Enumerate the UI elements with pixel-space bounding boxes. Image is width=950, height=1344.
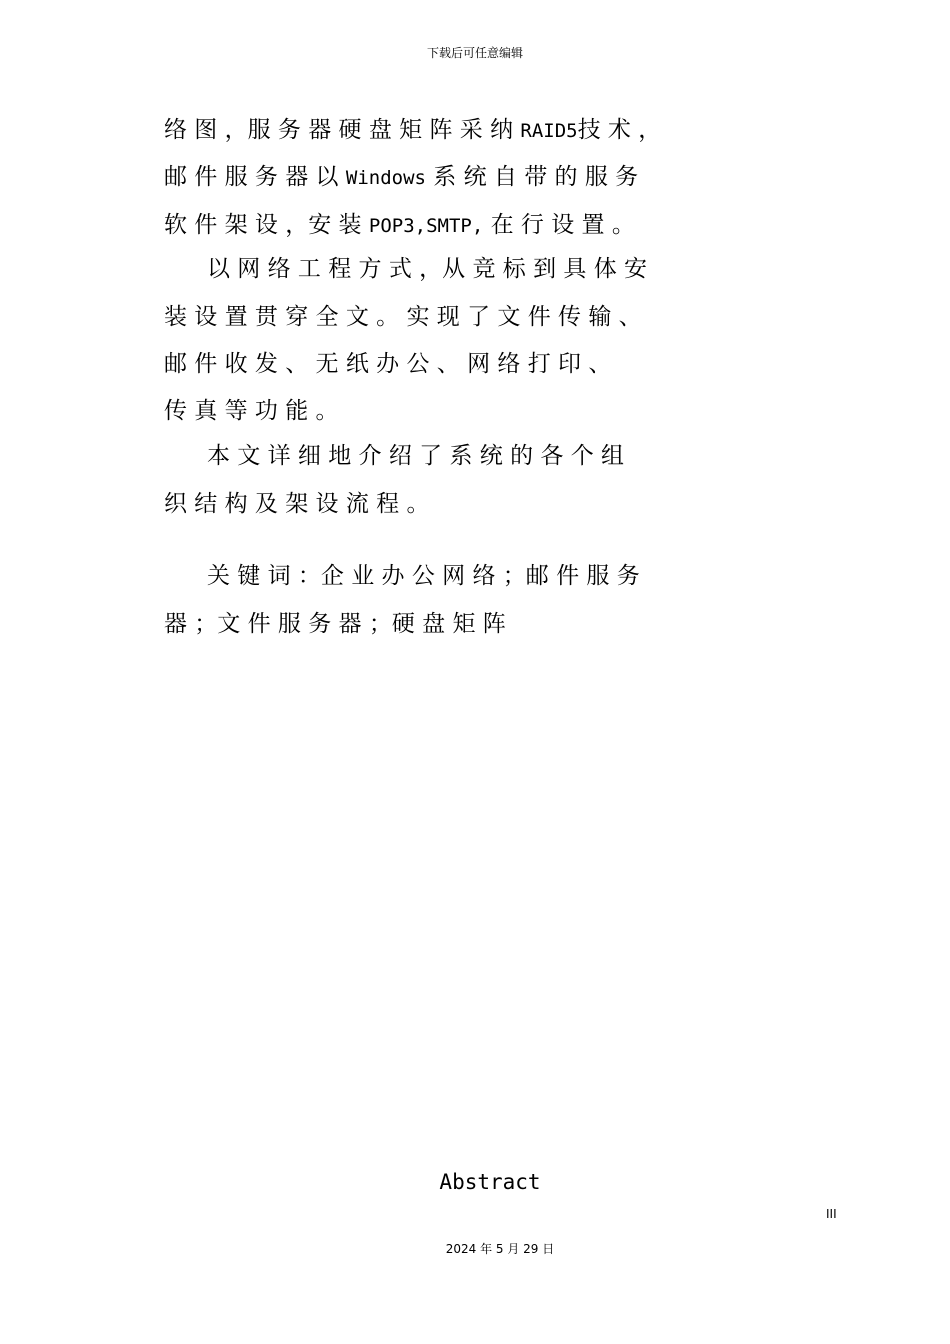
- body-text-latin: RAID5: [520, 120, 578, 142]
- body-line-5: 装 设 置 贯 穿 全 文 。 实 现 了 文 件 传 输 、: [164, 304, 642, 330]
- page-header: 下载后可任意编辑: [426, 46, 523, 60]
- body-text: 邮 件 服 务 器 以: [164, 164, 346, 190]
- body-line-7: 传 真 等 功 能 。: [164, 398, 339, 424]
- page-number: III: [826, 1207, 837, 1221]
- body-text-latin: Windows: [345, 167, 426, 189]
- body-text: 在 行 设 置 。: [483, 212, 635, 238]
- body-line-4: 以 网 络 工 程 方 式 ，从 竞 标 到 具 体 安: [207, 256, 648, 282]
- body-text: 技 术 ，: [577, 117, 662, 143]
- abstract-heading: Abstract: [439, 1170, 541, 1194]
- body-line-6: 邮 件 收 发 、 无 纸 办 公 、 网 络 打 印 、: [164, 351, 612, 377]
- body-line-8: 本 文 详 细 地 介 绍 了 系 统 的 各 个 组: [207, 443, 625, 469]
- body-text: 系 统 自 带 的 服 务: [425, 164, 639, 190]
- body-text-latin: POP3,SMTP,: [368, 215, 484, 237]
- page-footer-date: 2024 年 5 月 29 日: [445, 1242, 555, 1256]
- keywords-line-1: 关 键 词 ：企 业 办 公 网 络 ；邮 件 服 务: [207, 563, 640, 589]
- body-text: 软 件 架 设 ，安 装: [164, 212, 369, 238]
- body-line-2: [164, 159, 924, 195]
- body-text: 络 图 ，服 务 器 硬 盘 矩 阵 采 纳: [164, 117, 521, 143]
- body-line-1: [164, 112, 924, 148]
- keywords-line-2: 器 ；文 件 服 务 器 ；硬 盘 矩 阵: [164, 611, 506, 637]
- body-line-3: [164, 207, 924, 243]
- body-line-9: 织 结 构 及 架 设 流 程 。: [164, 491, 430, 517]
